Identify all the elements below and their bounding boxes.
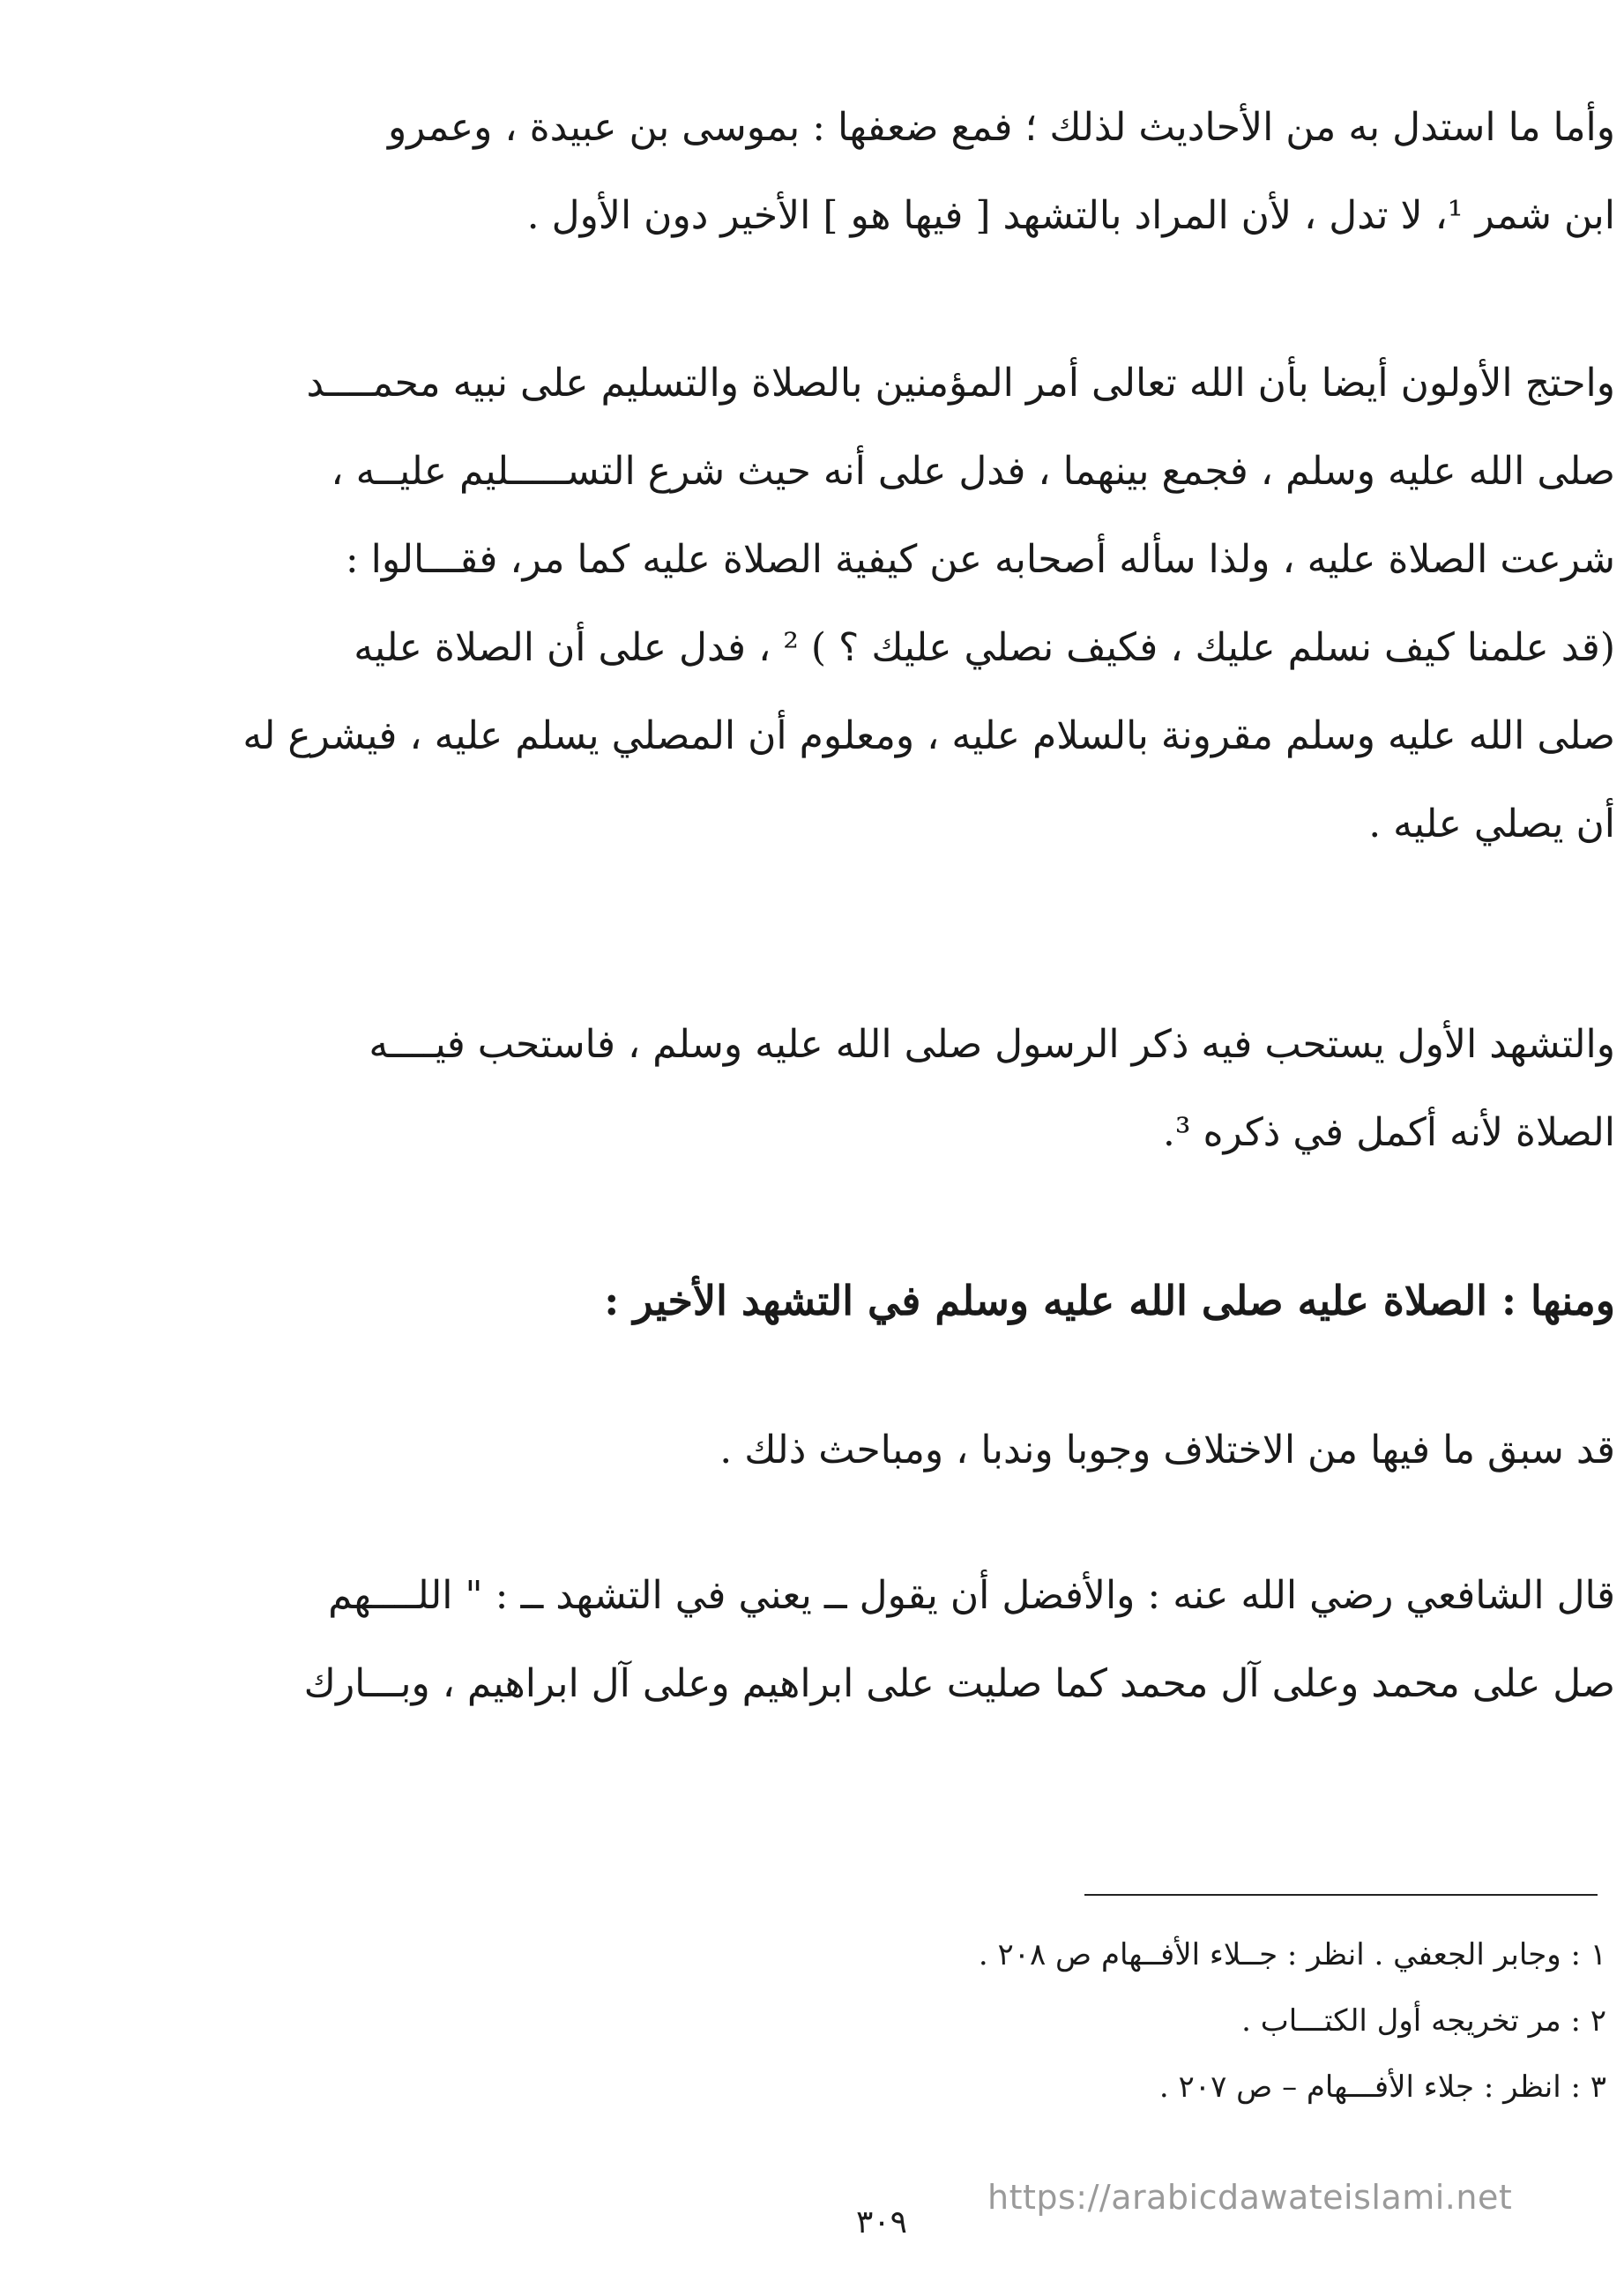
footnote-2: ٢ : مر تخريجه أول الكتـــاب . (1241, 2003, 1606, 2039)
paragraph-2 (132, 339, 1615, 869)
paragraph-line: أن يصلي عليه . (1368, 801, 1615, 846)
paragraph-after-heading: قد سبق ما فيها من الاختلاف وجوبا وندبا ، ومباحث ذلك . (719, 1428, 1615, 1473)
paragraph-line: واحتج الأولون أيضا بأن الله تعالى أمر المؤمنين بالصلاة والتسليم على نبيه محمــــد (306, 361, 1615, 406)
paragraph-line: وأما ما استدل به من الأحاديث لذلك ؛ فمع ضعفها : بموسى بن عبيدة ، وعمرو (387, 105, 1615, 150)
last-paragraph (132, 1552, 1615, 1728)
paragraph-line: الصلاة لأنه أكمل في ذكره ³. (1162, 1110, 1615, 1155)
paragraph-3 (132, 1001, 1615, 1177)
footnotes (705, 1922, 1606, 2121)
paragraph-line: قال الشافعي رضي الله عنه : والأفضل أن يقول ــ يعني في التشهد ــ : " اللــــهم (328, 1573, 1615, 1618)
paragraph-1 (132, 84, 1615, 260)
paragraph-line: والتشهد الأول يستحب فيه ذكر الرسول صلى الله عليه وسلم ، فاستحب فيــــه (369, 1022, 1615, 1067)
paragraph-line: صلى الله عليه وسلم ، فجمع بينهما ، فدل على أنه حيث شرع التســـــليم عليــه ، (331, 449, 1615, 494)
paragraph-line: صلى الله عليه وسلم مقرونة بالسلام عليه ، ومعلوم أن المصلي يسلم عليه ، فيشرع له (242, 713, 1615, 758)
paragraph-line: (قد علمنا كيف نسلم عليك ، فكيف نصلي عليك ؟ ) ² ، فدل على أن الصلاة عليه (354, 625, 1615, 670)
footnote-3: ٣ : انظر : جلاء الأفـــهام – ص ٢٠٧ . (1158, 2069, 1606, 2105)
section-heading: ومنها : الصلاة عليه صلى الله عليه وسلم في التشهد الأخير : (604, 1277, 1615, 1324)
watermark-url: https://arabicdawateislami.net (987, 2178, 1513, 2217)
paragraph-line: ابن شمر ¹، لا تدل ، لأن المراد بالتشهد [ فيها هو ] الأخير دون الأول . (526, 193, 1615, 238)
paragraph-line: صل على محمد وعلى آل محمد كما صليت على ابراهيم وعلى آل ابراهيم ، وبـــارك (303, 1661, 1615, 1706)
footnote-divider (1084, 1894, 1598, 1896)
footnote-1: ١ : وجابر الجعفي . انظر : جــلاء الأفــهام ص ٢٠٨ . (978, 1937, 1606, 1972)
paragraph-line: شرعت الصلاة عليه ، ولذا سأله أصحابه عن كيفية الصلاة عليه كما مر، فقـــالوا : (345, 537, 1615, 582)
page-number: ٣٠٩ (855, 2204, 907, 2240)
